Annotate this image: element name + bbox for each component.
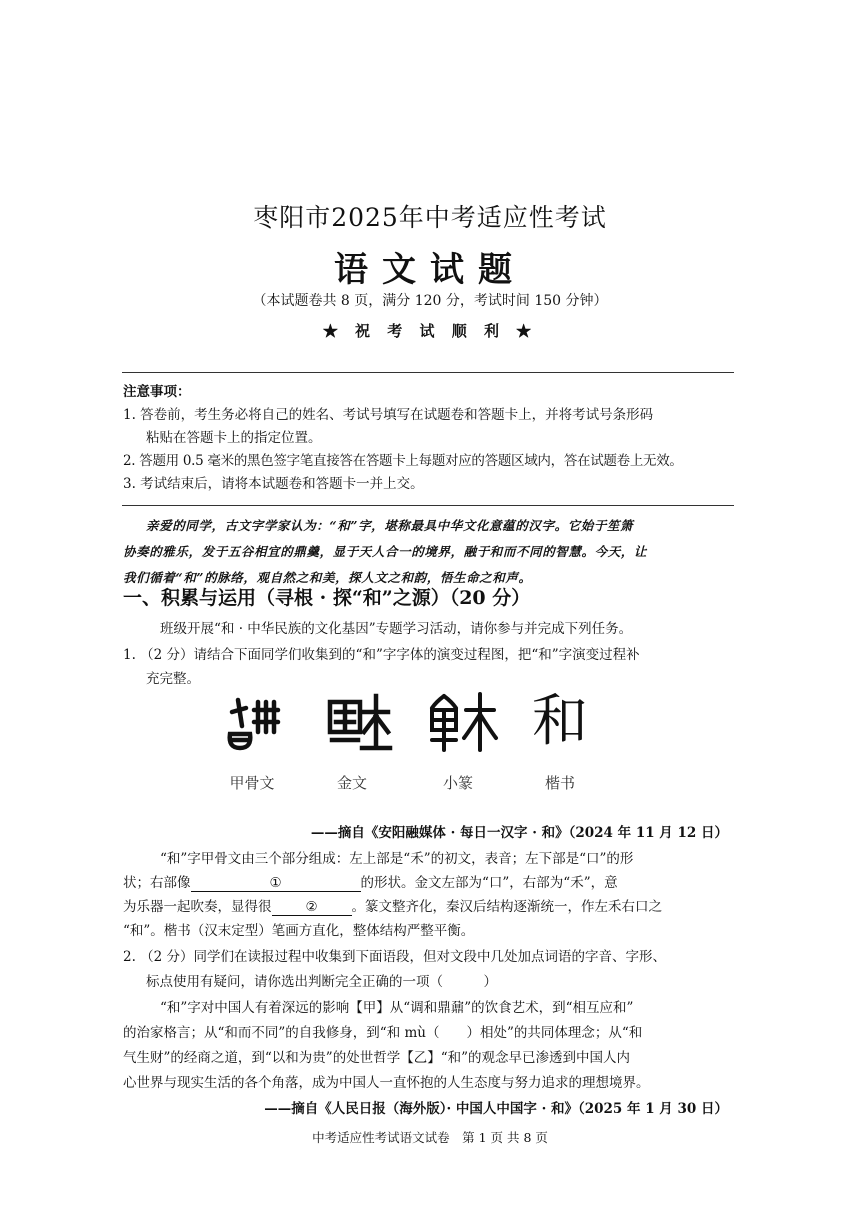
divider-bottom: [122, 505, 734, 506]
section-heading: 一、积累与运用（寻根 · 探“和”之源）（20 分）: [123, 587, 531, 609]
label-bronze: 金文: [336, 774, 367, 792]
subject-title: 语文试题: [334, 250, 526, 290]
exam-info: （本试题卷共 8 页，满分 120 分，考试时间 150 分钟）: [252, 293, 608, 309]
bronze-glyph: [318, 690, 398, 760]
question-2: 2. （2 分）同学们在读报过程中收集到下面语段，但对文段中几处加点词语的字音、字形、: [123, 949, 667, 965]
paragraph-1-line-1: “和”字甲骨文由三个部分组成：左上部是“禾”的初文，表音；左下部是“口”的形: [160, 851, 634, 867]
source-citation-1: ——摘自《安阳融媒体 · 每日一汉字 · 和》（2024 年 11 月 12 日）: [310, 825, 728, 841]
page-footer: 中考适应性考试语文试卷 第 1 页 共 8 页: [312, 1130, 548, 1145]
fill-blank-2[interactable]: ②: [272, 899, 352, 916]
exam-title: 枣阳市2025年中考适应性考试: [253, 203, 607, 232]
paragraph-1-line-3: [123, 895, 738, 916]
label-regular-script: 楷书: [544, 774, 575, 792]
intro-line-3: 我们循着“和”的脉络，观自然之和美，探人文之和韵，悟生命之和声。: [123, 570, 532, 585]
intro-line-2: 协奏的雅乐，发于五谷相宜的鼎羹，显于天人合一的境界，融于和而不同的智慧。今天，让: [123, 544, 648, 559]
paragraph-2-line-3: 气生财”的经商之道，到“以和为贵”的处世哲学【乙】“和”的观念早已渗透到中国人内: [123, 1050, 631, 1066]
question-2-cont: 标点使用有疑问，请你选出判断完全正确的一项（ ）: [146, 974, 497, 990]
question-1-cont: 充完整。: [146, 671, 200, 687]
label-small-seal: 小篆: [442, 774, 473, 792]
small-seal-glyph: [422, 690, 502, 760]
paragraph-1-text: 。篆文整齐化，秦汉后结构逐渐统一，作左禾右口之: [351, 899, 662, 915]
question-1: 1. （2 分）请结合下面同学们收集到的“和”字字体的演变过程图，把“和”字演变过程补: [123, 647, 640, 663]
good-luck-banner: ★ 祝 考 试 顺 利 ★: [322, 322, 538, 340]
paragraph-1-line-2: [123, 871, 738, 892]
fill-blank-1[interactable]: ①: [191, 875, 361, 892]
paragraph-2-line-2: 的治家格言；从“和而不同”的自我修身，到“和 mù（ ）相处”的共同体理念；从“和: [123, 1025, 643, 1041]
paragraph-2-line-4: 心世界与现实生活的各个角落，成为中国人一直怀抱的人生态度与努力追求的理想境界。: [123, 1075, 650, 1091]
label-oracle-bone: 甲骨文: [229, 774, 275, 792]
paragraph-2-line-1: “和”字对中国人有着深远的影响【甲】从“调和鼎鼐”的饮食艺术，到“相互应和”: [160, 1000, 634, 1016]
notice-item-2: 2. 答题用 0.5 毫米的黑色签字笔直接答在答题卡上每题对应的答题区域内，答在试题卷上无效。: [123, 453, 683, 469]
paragraph-1-text: 为乐器一起吹奏，显得很: [123, 899, 272, 915]
section-lead: 班级开展“和 · 中华民族的文化基因”专题学习活动，请你参与并完成下列任务。: [160, 621, 633, 637]
source-citation-2: ——摘自《人民日报（海外版）· 中国人中国字 · 和》（2025 年 1 月 30 日）: [264, 1101, 728, 1117]
notice-item-1: 1. 答卷前，考生务必将自己的姓名、考试号填写在试题卷和答题卡上，并将考试号条形码: [123, 407, 654, 423]
notice-heading: 注意事项：: [123, 384, 191, 400]
paragraph-1-text: 的形状。金文左部为“口”，右部为“禾”，意: [360, 875, 618, 891]
oracle-bone-glyph: [218, 690, 298, 760]
paragraph-1-line-4: “和”。楷书（汉末定型）笔画方直化，整体结构严整平衡。: [123, 923, 475, 939]
intro-line-1: 亲爱的同学，古文字学家认为：“和”字，堪称最具中华文化意蕴的汉字。它始于笙箫: [146, 518, 634, 533]
notice-item-3: 3. 考试结束后，请将本试题卷和答题卡一并上交。: [123, 476, 424, 492]
regular-script-glyph: 和: [532, 689, 588, 754]
character-evolution-figure: [210, 690, 610, 800]
paragraph-1-text: 状；右部像: [123, 875, 191, 891]
notice-item-1-cont: 粘贴在答题卡上的指定位置。: [146, 430, 322, 446]
divider-top: [122, 372, 734, 373]
